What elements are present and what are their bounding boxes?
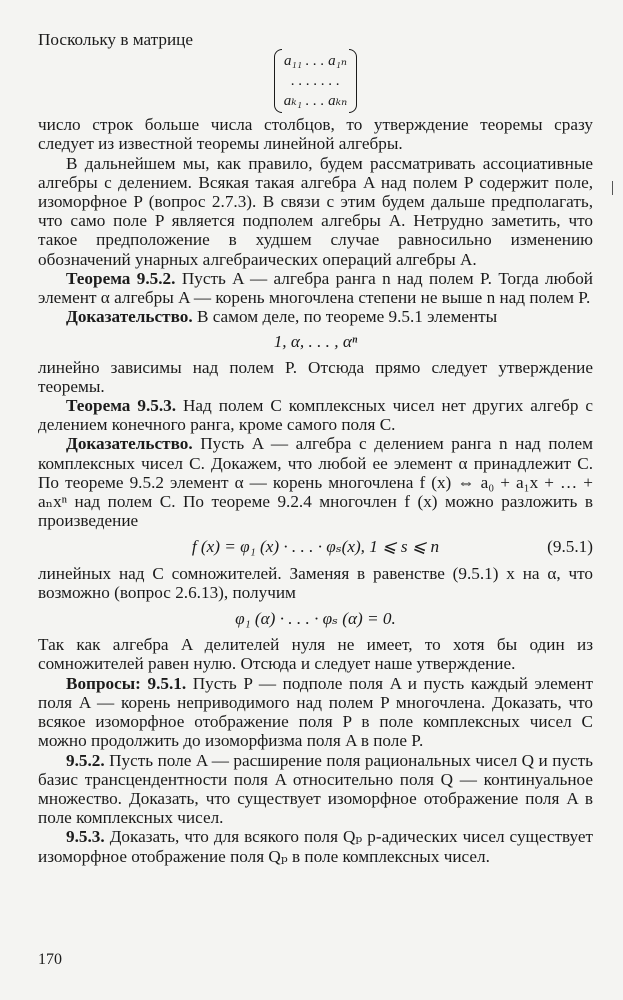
- theorem-label: Теорема 9.5.2.: [66, 268, 176, 288]
- matrix-block: [38, 51, 593, 111]
- formula: 1, α, . . . , αⁿ: [273, 332, 358, 352]
- proof-label: Доказательство.: [66, 307, 193, 327]
- equation: [38, 609, 593, 628]
- questions-label: Вопросы: 9.5.1.: [66, 673, 187, 693]
- theorem: [38, 396, 593, 434]
- theorem-text: Пусть A — алгебра ранга n над полем P. Тогда любой элемент α алгебры A — корень многочлена степени не выше n над полем P.: [38, 268, 594, 308]
- proof-label: Доказательство.: [66, 434, 193, 454]
- equation-body: f (x) = φ₁ (x) · . . . · φₛ(x), 1 ⩽ s ⩽ n: [191, 537, 440, 557]
- equation-body: φ₁ (α) · . . . · φₛ (α) = 0.: [235, 609, 396, 629]
- equation: [38, 537, 593, 556]
- proof: [38, 307, 593, 326]
- intro-text: Поскольку в матрице: [38, 30, 194, 49]
- proof-text: линейных над C сомножителей. Заменяя в равенстве (9.5.1) x на α, что возможно (вопрос 2.6.13), получим: [38, 563, 593, 602]
- theorem-label: Теорема 9.5.3.: [66, 396, 177, 416]
- question-label: 9.5.3.: [66, 827, 105, 847]
- theorem-text: Над полем C комплексных чисел нет других алгебр с делением конечного ранга, кроме самого поля C.: [38, 396, 594, 435]
- matrix-row: . . . . . . .: [291, 73, 340, 90]
- matrix: [274, 51, 358, 111]
- equation-number: (9.5.1): [547, 537, 593, 557]
- proof-text: линейно зависимы над полем P. Отсюда прямо следует утверждение теоремы.: [38, 357, 593, 396]
- question: 9.5.2. Пусть поле A — расширение поля рациональных чисел Q и пусть базис трансцендентности поля A относительно поля Q — континуальное множество. Доказать, что существует изоморфное отображение поля A в поле комплексных чисел.: [38, 750, 593, 828]
- theorem: [38, 269, 593, 307]
- paragraph: В дальнейшем мы, как правило, будем рассматривать ассоциативные алгебры с делением. Всякая такая алгебра A над полем P содержит поле, изоморфное P (вопрос 2.7.3). В связи с этим будем дальше предполагать, что само поле P является подполем алгебры A. Нетрудно заметить, что такое предположение в худшем случае равносильно изменению обозначений унарных алгебраических операций алгебры A.: [38, 153, 593, 269]
- question-label: 9.5.2.: [66, 750, 105, 770]
- question: 9.5.3. Доказать, что для всякого поля Qₚ p-адических чисел существует изоморфное отображение поля Qₚ в поле комплексных чисел.: [38, 827, 594, 866]
- question: Вопросы: 9.5.1. Пусть P — подполе поля A и пусть каждый элемент поля A — корень неприводимого над полем P многочлена. Доказать, что всякое изоморфное отображение поля P в поле комплексных чисел C можно продолжить до изоморфизма поля A в поле P.: [38, 673, 594, 751]
- paragraph: число строк больше числа столбцов, то утверждение теоремы сразу следует из известной теоремы линейной алгебры.: [38, 115, 593, 154]
- matrix-row: aₖ₁ . . . aₖₙ: [283, 93, 348, 110]
- proof-text: В самом деле, по теореме 9.5.1 элементы: [196, 307, 498, 327]
- proof: [38, 434, 593, 530]
- page-number: 170: [38, 951, 62, 968]
- proof-text: Пусть A — алгебра с делением ранга n над полем комплексных чисел C. Докажем, что любой ее элемент α принадлежит C. По теореме 9.5.2 элемент α — корень многочлена f (x) ⇔ a₀ + a₁x + … + aₙxⁿ над полем C. По теореме 9.2.4 многочлен f (x) можно разложить в произведение: [38, 434, 593, 531]
- proof-text: Так как алгебра A делителей нуля не имеет, то хотя бы один из сомножителей равен нулю. Отсюда и следует наше утверждение.: [38, 635, 593, 674]
- matrix-row: a₁₁ . . . a₁ₙ: [284, 53, 347, 70]
- margin-mark: [612, 181, 613, 195]
